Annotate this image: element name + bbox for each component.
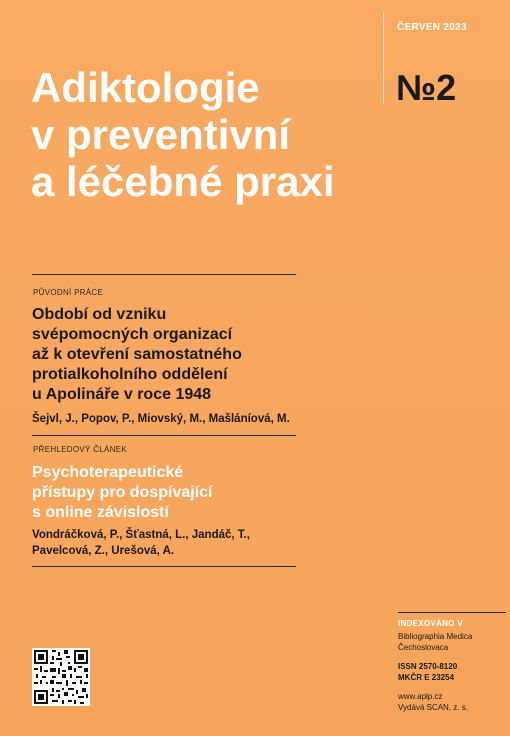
indexing-db: Čechoslovaca [398, 643, 449, 652]
article-title[interactable] [32, 463, 212, 523]
journal-title-line: a léčebné praxi [31, 158, 335, 205]
article-title-line: Psychoterapeutické [32, 464, 184, 481]
article-title[interactable] [32, 305, 242, 405]
section-label: PŮVODNÍ PRÁCE [33, 288, 104, 297]
issue-number: №2 [396, 67, 457, 108]
article-title-line: přístupy pro dospívající [32, 484, 213, 501]
issn: ISSN 2570-8120 [398, 662, 458, 671]
website-link[interactable]: www.aplp.cz [398, 692, 443, 701]
indexing-info [398, 618, 508, 713]
journal-title [31, 64, 391, 205]
article-title-line: u Apolináře v roce 1948 [32, 386, 212, 403]
article-title-line: svépomocných organizací [32, 326, 233, 343]
article-title-line: Období od vzniku [32, 306, 167, 323]
article-authors [32, 411, 290, 427]
article-authors [32, 527, 250, 559]
section-divider [32, 435, 296, 436]
authors-line: Šejvl, J., Popov, P., Miovský, M., Mašláníová, M. [32, 413, 290, 425]
section-label: PŘEHLEDOVÝ ČLÁNEK [33, 445, 128, 454]
authors-line: Pavelcová, Z., Urešová, A. [32, 545, 175, 557]
article-title-line: protialkoholního oddělení [32, 366, 228, 383]
section-divider [32, 566, 296, 567]
issue-date: ČERVEN 2023 [397, 22, 467, 33]
qr-code-graphic [32, 648, 90, 706]
mkcr: MKČR E 23254 [398, 673, 455, 682]
article-title-line: s online závislostí [32, 504, 169, 521]
index-divider [398, 612, 506, 613]
publisher: Vydává SCAN, z. s. [398, 703, 468, 712]
authors-line: Vondráčková, P., Šťastná, L., Jandáč, T., [32, 529, 250, 541]
indexing-db: Bibliographia Medica [398, 632, 473, 641]
journal-title-line: v preventivní [31, 111, 291, 158]
qr-code-icon[interactable] [32, 648, 90, 706]
indexing-label: INDEXOVÁNO V [398, 619, 463, 628]
journal-title-line: Adiktologie [31, 64, 260, 111]
section-divider [32, 274, 296, 275]
article-title-line: až k otevření samostatného [32, 346, 242, 363]
